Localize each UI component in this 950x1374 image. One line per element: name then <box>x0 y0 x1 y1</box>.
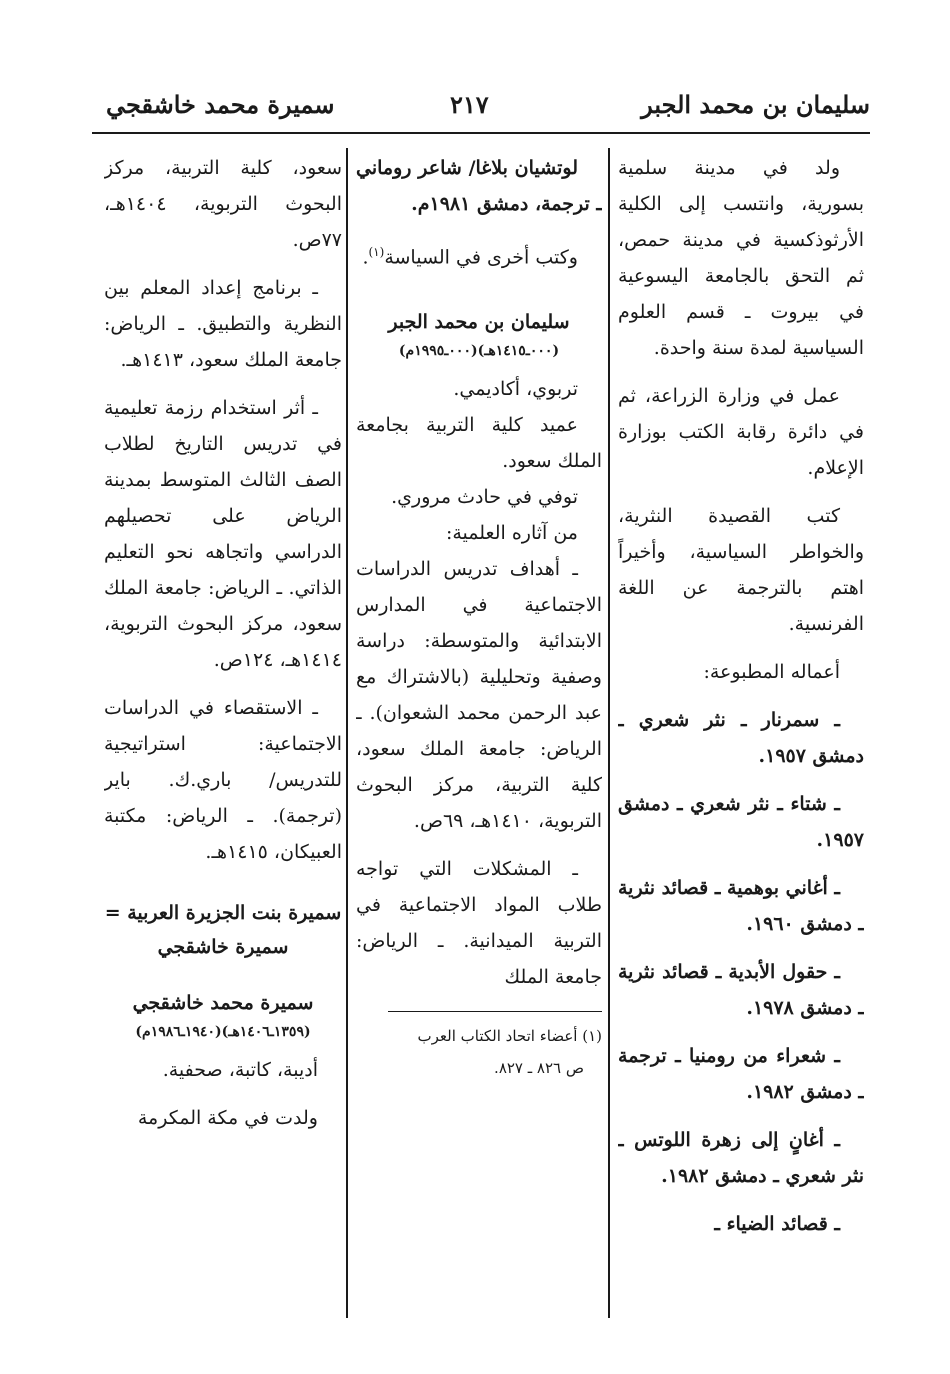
column-divider <box>346 148 348 1318</box>
paragraph-text: وكتب أخرى في السياسة <box>384 246 578 269</box>
works-item: ـ سمرنار ـ نثر شعري ـ دمشق ١٩٥٧. <box>618 709 864 767</box>
entry-heading: سميرة بنت الجزيرة العربية = <box>104 902 342 924</box>
paragraph: ـ المشكلات التي تواجه طلاب المواد الاجتماعية في التربية الميدانية. ـ الرياض: جامعة الملك <box>356 858 602 989</box>
paragraph: ـ أهداف تدريس الدراسات الاجتماعية في المدارس الابتدائية والمتوسطة: دراسة وصفية وتحليلية (بالاشتراك مع عبد الرحمن محمد الشعوان). ـ الرياض: جامعة الملك سعود، كلية التربية، مركز البحوث التربوية، ١٤١٠هـ، ٦٩ص. <box>356 558 602 833</box>
paragraph: سعود، كلية التربية، مركز البحوث التربوية، ١٤٠٤هـ، ٧٧ص. <box>104 157 342 251</box>
running-header <box>92 84 870 134</box>
entry-dates: (١٣٥٩ـ١٤٠٦هـ)(١٩٤٠ـ١٩٨٦م) <box>135 1024 311 1040</box>
entry-dates: (٠٠٠ـ١٤١٥هـ)(٠٠٠ـ١٩٩٥م) <box>398 343 560 360</box>
paragraph: أديبة، كاتبة، صحفية. <box>162 1059 318 1081</box>
paragraph: لوتشيان بلاغا/ شاعر روماني ـ ترجمة، دمشق ١٩٨١م. <box>356 157 602 215</box>
entry-heading: سميرة خاشقجي <box>157 936 289 958</box>
column-middle <box>356 150 602 1330</box>
works-item: ـ قصائد الضياء ـ <box>714 1213 840 1235</box>
works-heading: أعماله المطبوعة: <box>703 661 840 683</box>
column-left <box>104 150 342 1330</box>
footnote-marker: (١) <box>368 245 385 259</box>
entry-heading: سليمان بن محمد الجبر <box>388 311 570 334</box>
works-item: ـ أغاني بوهمية ـ قصائد نثرية ـ دمشق ١٩٦٠. <box>618 877 864 935</box>
header-entry-left: سميرة محمد خاشقجي <box>106 90 335 119</box>
paragraph: عميد كلية التربية بجامعة الملك سعود. <box>356 414 602 473</box>
works-item: ـ شتاء ـ نثر شعري ـ دمشق ١٩٥٧. <box>618 793 864 851</box>
header-entry-right: سليمان بن محمد الجبر <box>641 90 870 119</box>
paragraph: ولد في مدينة سلمية بسورية، وانتسب إلى الكلية الأرثوذكسية في مدينة حمص، ثم التحق بالجامعة اليسوعية في بيروت ـ قسم العلوم السياسية لمدة سنة واحدة. <box>618 157 864 359</box>
paragraph: عمل في وزارة الزراعة، ثم في دائرة رقابة الكتب بوزارة الإعلام. <box>618 385 864 479</box>
paragraph-end: . <box>362 246 369 269</box>
column-right <box>618 150 864 1330</box>
paragraph: تربوي، أكاديمي. <box>453 378 578 401</box>
footnote-rule <box>388 1011 602 1012</box>
paragraph <box>356 234 602 275</box>
paragraph: ـ أثر استخدام رزمة تعليمية في تدريس التاريخ لطلاب الصف الثالث المتوسط بمدينة الرياض على تحصيلهم الدراسي واتجاهه نحو التعليم الذاتي. ـ الرياض: جامعة الملك سعود، مركز البحوث التربوية، ١٤١٤هـ، ١٢٤ص. <box>104 397 342 671</box>
paragraph: كتب القصيدة النثرية، والخواطر السياسية، وأخيراً اهتم بالترجمة عن اللغة الفرنسية. <box>618 505 864 635</box>
footnote: (١) أعضاء اتحاد الكتاب العرب <box>417 1027 602 1046</box>
paragraph: ولدت في مكة المكرمة <box>137 1107 318 1129</box>
paragraph: من آثاره العلمية: <box>445 522 578 545</box>
paragraph: ـ برنامج إعداد المعلم بين النظرية والتطبيق. ـ الرياض: جامعة الملك سعود، ١٤١٣هـ. <box>104 277 342 371</box>
page-number: ٢١٧ <box>450 90 489 119</box>
works-item: ـ شعراء من رومنيا ـ ترجمة ـ دمشق ١٩٨٢. <box>618 1045 864 1103</box>
header-rule <box>92 132 870 134</box>
paragraph: توفي في حادث مروري. <box>391 486 578 509</box>
paragraph: ـ الاستقصاء في الدراسات الاجتماعية: استراتيجية للتدريس/ باري.ك. باير (ترجمة). ـ الرياض: مكتبة العبيكان، ١٤١٥هـ. <box>104 697 342 863</box>
column-divider <box>608 148 610 1318</box>
works-item: ـ أغانٍ إلى زهرة اللوتس ـ نثر شعري ـ دمشق ١٩٨٢. <box>618 1129 864 1187</box>
works-item: ـ حقول الأبدية ـ قصائد نثرية ـ دمشق ١٩٧٨. <box>618 961 864 1019</box>
entry-heading: سميرة محمد خاشقجي <box>132 992 314 1014</box>
footnote: ص ٨٢٦ ـ ٨٢٧. <box>494 1059 584 1078</box>
